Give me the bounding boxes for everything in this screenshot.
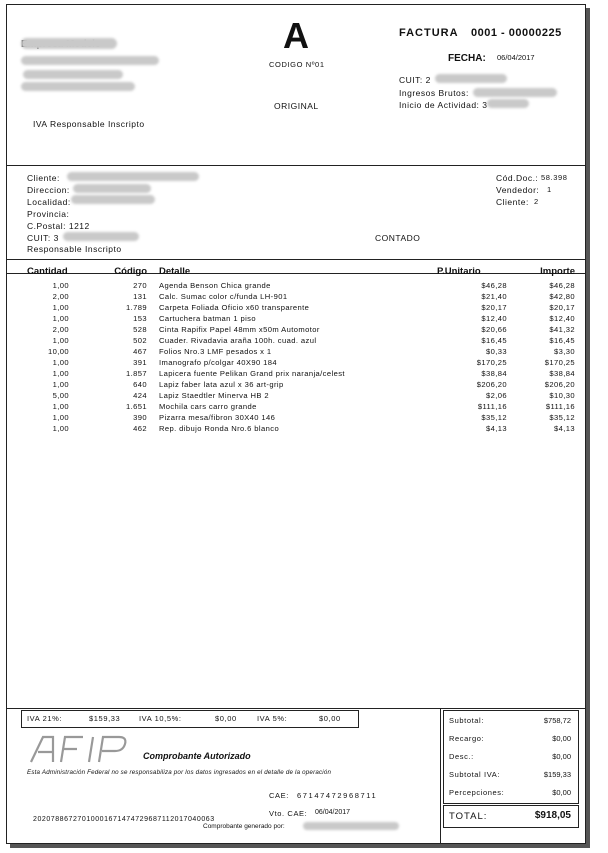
cell-importe: $4,13: [553, 424, 575, 433]
percepciones-value: $0,00: [552, 788, 571, 797]
cell-importe: $206,20: [544, 380, 575, 389]
recargo-value: $0,00: [552, 734, 571, 743]
cell-importe: $3,30: [553, 347, 575, 356]
cell-punitario: $38,84: [481, 369, 507, 378]
footer-divider: [7, 708, 585, 709]
barcode-number: 20207886727010001671474729687112017040063: [33, 816, 215, 823]
cliente-label: Cliente:: [27, 173, 60, 183]
doc-number: 0001 - 00000225: [471, 27, 562, 39]
cell-cantidad: 1,00: [52, 380, 69, 389]
fecha-label: FECHA:: [448, 53, 486, 64]
cell-punitario: $12,40: [481, 314, 507, 323]
generado-redaction: [303, 822, 399, 830]
cell-detalle: Cartuchera batman 1 piso: [159, 314, 256, 323]
cell-detalle: Carpeta Foliada Oficio x60 transparente: [159, 303, 310, 312]
table-row: [21, 379, 577, 390]
desc-label: Desc.:: [449, 752, 474, 761]
inicio-actividad-label: Inicio de Actividad: 3: [399, 100, 488, 110]
direccion-label: Direccion:: [27, 185, 70, 195]
table-row: [21, 401, 577, 412]
cell-codigo: 390: [133, 413, 147, 422]
ingresos-brutos-label: Ingresos Brutos:: [399, 88, 469, 98]
subtotal-value: $758,72: [543, 716, 571, 725]
codigo-label: CODIGO Nº01: [269, 60, 325, 69]
cell-cantidad: 1,00: [52, 281, 69, 290]
cell-cantidad: 1,00: [52, 336, 69, 345]
vto-cae-label: Vto. CAE:: [269, 809, 308, 818]
table-row: [21, 390, 577, 401]
cell-cantidad: 1,00: [52, 369, 69, 378]
cell-cantidad: 1,00: [52, 402, 69, 411]
direccion-redaction: [73, 184, 151, 193]
cell-cantidad: 5,00: [52, 391, 69, 400]
cell-codigo: 131: [133, 292, 147, 301]
cell-importe: $35,12: [549, 413, 575, 422]
table-row: [21, 335, 577, 346]
cell-codigo: 153: [133, 314, 147, 323]
cell-importe: $46,28: [549, 281, 575, 290]
vto-cae-value: 06/04/2017: [315, 809, 351, 816]
invoice-page: [6, 4, 586, 844]
subtotal-label: Subtotal:: [449, 716, 485, 725]
cell-punitario: $170,25: [476, 358, 507, 367]
header-divider: [7, 165, 585, 166]
company-phone-redaction: [21, 82, 135, 91]
iva5-label: IVA 5%:: [257, 714, 288, 723]
company-city-redaction: [23, 70, 123, 79]
col-detalle: Detalle: [159, 266, 191, 277]
iva21-label: IVA 21%:: [27, 714, 63, 723]
cell-codigo: 467: [133, 347, 147, 356]
iva-condition: IVA Responsable Inscripto: [33, 119, 145, 129]
cliente-cuit-label: CUIT: 3: [27, 233, 59, 243]
iva5-value: $0,00: [319, 714, 341, 723]
fecha-value: 06/04/2017: [497, 53, 535, 62]
afip-logo-text: AFIP: [80, 759, 83, 760]
cell-punitario: $20,66: [481, 325, 507, 334]
cell-detalle: Mochila cars carro grande: [159, 402, 257, 411]
afip-disclaimer: Esta Administración Federal no se responsabiliza por los datos ingresados en el detalle de la operación: [27, 769, 332, 776]
cell-punitario: $16,45: [481, 336, 507, 345]
localidad-label: Localidad:: [27, 197, 71, 207]
table-row: [21, 324, 577, 335]
cell-codigo: 1.857: [125, 369, 147, 378]
cell-codigo: 424: [133, 391, 147, 400]
cell-detalle: Rep. dibujo Ronda Nro.6 blanco: [159, 424, 280, 433]
cell-cantidad: 1,00: [52, 424, 69, 433]
col-codigo: Código: [114, 266, 147, 277]
total-value: $918,05: [534, 810, 571, 821]
cell-codigo: 640: [133, 380, 147, 389]
cell-codigo: 270: [133, 281, 147, 290]
cpostal-label: C.Postal: 1212: [27, 221, 90, 231]
cell-detalle: Imanografo p/colgar 40X90 184: [159, 358, 277, 367]
cell-detalle: Calc. Sumac color c/funda LH-901: [159, 292, 288, 301]
cell-detalle: Lapiz faber lata azul x 36 art-grip: [159, 380, 284, 389]
col-importe: Importe: [540, 266, 575, 277]
iva-summary-box: [21, 710, 359, 728]
original-label: ORIGINAL: [274, 101, 319, 111]
barcode: [29, 790, 261, 816]
cell-importe: $41,32: [549, 325, 575, 334]
cell-codigo: 1.651: [125, 402, 147, 411]
percepciones-label: Percepciones:: [449, 788, 505, 797]
cell-punitario: $35,12: [481, 413, 507, 422]
table-row: [21, 412, 577, 423]
vendedor-label: Vendedor:: [496, 185, 540, 195]
cell-detalle: Cinta Rapifix Papel 48mm x50m Automotor: [159, 325, 320, 334]
cell-detalle: Cuader. Rivadavia araña 100h. cuad. azul: [159, 336, 317, 345]
cell-punitario: $4,13: [485, 424, 507, 433]
cell-importe: $42,80: [549, 292, 575, 301]
cell-punitario: $206,20: [476, 380, 507, 389]
condicion-venta: CONTADO: [375, 233, 421, 243]
emisor-cuit-label: CUIT: 2: [399, 75, 431, 85]
cell-importe: $111,16: [545, 402, 575, 411]
table-row: [21, 357, 577, 368]
provincia-label: Provincia:: [27, 209, 70, 219]
afip-logo: [27, 734, 133, 764]
table-row: [21, 291, 577, 302]
cell-importe: $10,30: [549, 391, 575, 400]
cell-detalle: Lapicera fuente Pelikan Grand prix naranja/celest: [159, 369, 345, 378]
cell-punitario: $111,16: [477, 402, 507, 411]
table-header-row: [21, 265, 577, 277]
iva105-value: $0,00: [215, 714, 237, 723]
cell-codigo: 528: [133, 325, 147, 334]
cell-codigo: 391: [133, 358, 147, 367]
cell-punitario: $21,40: [481, 292, 507, 301]
cell-cantidad: 1,00: [52, 358, 69, 367]
cell-cantidad: 10,00: [47, 347, 69, 356]
emisor-cuit-redaction: [435, 74, 507, 83]
cell-punitario: $2,06: [485, 391, 507, 400]
cliente-redaction: [67, 172, 199, 181]
cell-cantidad: 1,00: [52, 303, 69, 312]
table-row: [21, 302, 577, 313]
company-name-redaction: [21, 38, 117, 49]
comprobante-autorizado: Comprobante Autorizado: [143, 751, 251, 761]
invoice-letter: A: [283, 15, 309, 56]
cell-detalle: Folios Nro.3 LMF pesados x 1: [159, 347, 272, 356]
vendedor-value: 1: [547, 185, 552, 194]
cliente-cuit-redaction: [63, 232, 139, 241]
client-divider: [7, 259, 585, 260]
cell-cantidad: 2,00: [52, 292, 69, 301]
cae-value: 67147472968711: [297, 791, 378, 800]
doc-title: FACTURA: [399, 27, 459, 39]
cell-punitario: $0,33: [485, 347, 507, 356]
cell-importe: $16,45: [549, 336, 575, 345]
cell-cantidad: 2,00: [52, 325, 69, 334]
col-cantidad: Cantidad: [27, 266, 68, 277]
cell-cantidad: 1,00: [52, 413, 69, 422]
items-table: [21, 265, 577, 434]
table-row: [21, 280, 577, 291]
totals-divider: [440, 708, 441, 843]
total-label: TOTAL:: [449, 811, 488, 822]
cell-cantidad: 1,00: [52, 314, 69, 323]
cell-codigo: 1.789: [125, 303, 147, 312]
cell-importe: $38,84: [549, 369, 575, 378]
iva105-label: IVA 10,5%:: [139, 714, 182, 723]
recargo-label: Recargo:: [449, 734, 485, 743]
cell-importe: $20,17: [549, 303, 575, 312]
cell-punitario: $46,28: [481, 281, 507, 290]
company-address-redaction: [21, 56, 159, 65]
col-punitario: P.Unitario: [437, 266, 481, 277]
cell-codigo: 462: [133, 424, 147, 433]
subtotal-iva-label: Subtotal IVA:: [449, 770, 501, 779]
cell-detalle: Lapiz Staedtler Minerva HB 2: [159, 391, 269, 400]
cell-importe: $170,25: [544, 358, 575, 367]
generado-label: Comprobante generado por:: [203, 823, 285, 830]
table-row: [21, 346, 577, 357]
ingresos-brutos-redaction: [473, 88, 557, 97]
table-row: [21, 423, 577, 434]
inicio-actividad-redaction: [487, 99, 529, 108]
cliente-num-value: 2: [534, 197, 539, 206]
desc-value: $0,00: [552, 752, 571, 761]
cell-punitario: $20,17: [481, 303, 507, 312]
cell-detalle: Pizarra mesa/fibron 30X40 146: [159, 413, 276, 422]
cell-codigo: 502: [133, 336, 147, 345]
cae-label: CAE:: [269, 791, 289, 800]
table-row: [21, 368, 577, 379]
cell-importe: $12,40: [549, 314, 575, 323]
cod-doc-label: Cód.Doc.:: [496, 173, 539, 183]
table-row: [21, 313, 577, 324]
condicion-iva: Responsable Inscripto: [27, 244, 122, 254]
cliente-num-label: Cliente:: [496, 197, 529, 207]
iva21-value: $159,33: [89, 714, 121, 723]
subtotal-iva-value: $159,33: [543, 770, 571, 779]
cell-detalle: Agenda Benson Chica grande: [159, 281, 271, 290]
localidad-redaction: [71, 195, 155, 204]
cod-doc-value: 58.398: [541, 173, 568, 182]
